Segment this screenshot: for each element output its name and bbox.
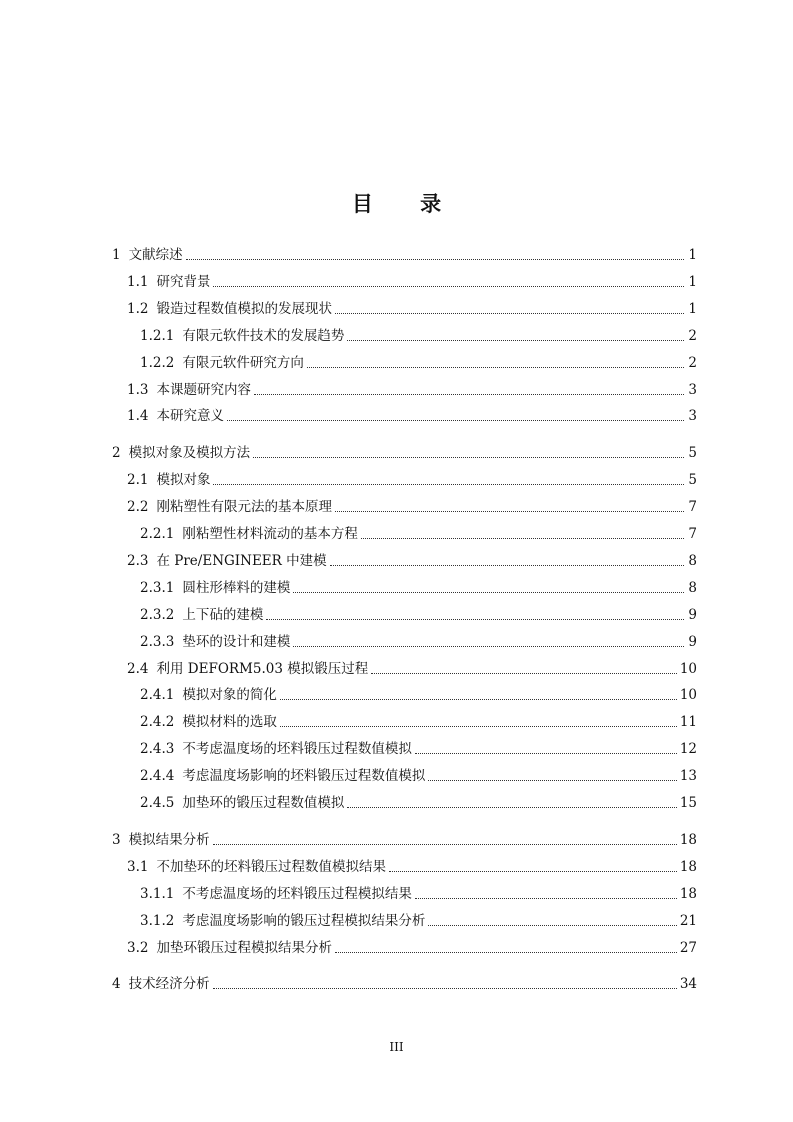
toc-entry-page: 5 [688, 472, 697, 489]
toc-leader-dots [293, 645, 684, 647]
toc-entry-title: 刚粘塑性材料流动的基本方程 [182, 526, 358, 542]
toc-entry-number: 2.3.1 [140, 579, 175, 596]
toc-entry-number: 2.4.1 [140, 687, 175, 704]
toc-entry-title: 利用 DEFORM5.03 模拟锻压过程 [156, 660, 369, 677]
toc-entry-page: 18 [679, 831, 697, 848]
toc-leader-dots [428, 924, 676, 926]
toc-entry-page: 11 [679, 714, 697, 731]
toc-leader-dots [389, 870, 677, 872]
toc-entry [140, 880, 697, 904]
toc-entry-number: 2.3 [127, 552, 149, 569]
toc-entry-number: 1.2 [127, 300, 149, 317]
toc-entry-page: 8 [688, 552, 697, 569]
toc-entry [127, 295, 697, 319]
toc-entry [127, 493, 697, 517]
toc-entry-page: 5 [688, 445, 697, 462]
toc-entry-number: 1 [112, 247, 121, 263]
toc-leader-dots [335, 312, 684, 314]
toc-leader-dots [213, 483, 684, 485]
toc-entry-page: 8 [688, 579, 697, 596]
toc-entry-title: 模拟对象的简化 [182, 687, 277, 704]
toc-entry-title: 技术经济分析 [128, 976, 210, 993]
toc-entry-title: 在 Pre/ENGINEER 中建模 [156, 552, 327, 569]
toc-entry-page: 7 [688, 526, 697, 542]
toc-entry-number: 2 [112, 445, 121, 462]
toc-entry-title: 本课题研究内容 [156, 381, 251, 398]
toc-leader-dots [415, 752, 677, 754]
toc-entry-number: 2.4.4 [140, 768, 175, 785]
toc-entry [140, 601, 697, 625]
toc-entry [112, 241, 697, 265]
toc-entry [112, 826, 697, 850]
toc-entry [127, 853, 697, 877]
toc-leader-dots [254, 393, 684, 395]
toc-leader-dots [415, 897, 677, 899]
toc-leader-dots [347, 339, 684, 341]
toc-entry-page: 1 [688, 273, 697, 290]
toc-entry-page: 7 [688, 499, 697, 516]
toc-entry-number: 2.4.5 [140, 795, 175, 811]
toc-leader-dots [330, 564, 684, 566]
toc-entry-title: 锻造过程数值模拟的发展现状 [156, 300, 332, 317]
toc-entry [127, 547, 697, 571]
page-number-footer: III [389, 1040, 404, 1054]
toc-entry [127, 934, 697, 958]
toc-entry-title: 有限元软件研究方向 [182, 354, 304, 371]
toc-entry-number: 2.2.1 [140, 526, 175, 542]
toc-entry-title: 垫环的设计和建模 [182, 633, 291, 650]
toc-entry [140, 789, 697, 813]
toc-entry-title: 圆柱形棒料的建模 [182, 579, 291, 596]
toc-entry [140, 322, 697, 346]
toc-entry-page: 9 [688, 633, 697, 650]
toc-leader-dots [280, 725, 677, 727]
toc-entry [140, 708, 697, 732]
toc-entry-title: 不加垫环的坯料锻压过程数值模拟结果 [156, 858, 386, 875]
toc-entry-number: 3.1.2 [140, 912, 175, 929]
toc-entry-title: 模拟材料的选取 [182, 714, 277, 731]
toc-leader-dots [335, 951, 677, 953]
toc-entry-title: 研究背景 [156, 273, 211, 290]
toc-entry [112, 439, 697, 463]
toc-entry-number: 2.1 [127, 472, 149, 489]
toc-entry-page: 13 [679, 768, 697, 785]
toc-entry-title: 模拟结果分析 [128, 831, 210, 848]
toc-entry [140, 628, 697, 652]
toc-entry [127, 466, 697, 490]
toc-entry-number: 1.2.2 [140, 354, 175, 371]
toc-entry-page: 3 [688, 381, 697, 398]
toc-leader-dots [213, 987, 677, 989]
toc-entry-page: 9 [688, 606, 697, 623]
toc-entry-title: 有限元软件技术的发展趋势 [182, 327, 345, 344]
toc-entry-title: 模拟对象 [156, 472, 211, 489]
toc-entry [140, 520, 697, 544]
toc-entry-page: 2 [688, 354, 697, 371]
toc-entry-title: 加垫环锻压过程模拟结果分析 [156, 939, 332, 956]
toc-entry [140, 735, 697, 759]
toc-entry-title: 考虑温度场影响的坯料锻压过程数值模拟 [182, 768, 426, 785]
toc-entry-page: 10 [679, 660, 697, 677]
toc-entry-title: 文献综述 [128, 247, 183, 263]
toc-leader-dots [335, 510, 684, 512]
toc-entry [140, 681, 697, 705]
toc-entry-page: 1 [688, 300, 697, 317]
toc-entry-page: 12 [679, 741, 697, 758]
toc-entry-page: 18 [679, 858, 697, 875]
toc-entry-number: 3.1 [127, 858, 149, 875]
toc-entry-title: 不考虑温度场的坯料锻压过程数值模拟 [182, 741, 412, 758]
toc-entry-number: 2.2 [127, 499, 149, 516]
toc-entry-number: 2.4 [127, 660, 149, 677]
toc-entry-page: 3 [688, 408, 697, 425]
toc-entry-title: 本研究意义 [156, 408, 224, 425]
toc-entry-title: 上下砧的建模 [182, 606, 264, 623]
toc-entry-number: 3.1.1 [140, 885, 175, 902]
toc-entry-title: 考虑温度场影响的锻压过程模拟结果分析 [182, 912, 426, 929]
toc-entry-page: 27 [679, 939, 697, 956]
toc-entry [140, 574, 697, 598]
toc-entry-number: 4 [112, 976, 121, 993]
toc-leader-dots [347, 806, 676, 808]
toc-entry [140, 762, 697, 786]
toc-entry-number: 3 [112, 831, 121, 848]
toc-entry-page: 21 [679, 912, 697, 929]
toc-entry-title: 加垫环的锻压过程数值模拟 [182, 795, 345, 811]
toc-entry-number: 2.4.2 [140, 714, 175, 731]
toc-entry-number: 2.4.3 [140, 741, 175, 758]
toc-leader-dots [227, 419, 684, 421]
toc-entry-page: 1 [688, 247, 697, 263]
toc-entry-number: 1.3 [127, 381, 149, 398]
toc-entry-number: 1.4 [127, 408, 149, 425]
toc-entry-number: 1.1 [127, 273, 149, 290]
toc-entry [140, 907, 697, 931]
toc-leader-dots [371, 672, 677, 674]
toc-entry-title: 模拟对象及模拟方法 [128, 445, 251, 462]
toc-leader-dots [213, 843, 677, 845]
toc-leader-dots [293, 591, 684, 593]
toc-entry [140, 349, 697, 373]
toc-leader-dots [213, 285, 684, 287]
toc-entry [127, 376, 697, 400]
toc-entry-number: 3.2 [127, 939, 149, 956]
toc-leader-dots [253, 456, 684, 458]
toc-entry-number: 1.2.1 [140, 327, 175, 344]
toc-entry [127, 402, 697, 426]
toc-entry [112, 970, 697, 994]
toc-entry-number: 2.3.3 [140, 633, 175, 650]
toc-leader-dots [428, 779, 676, 781]
toc-entry-title: 刚粘塑性有限元法的基本原理 [156, 499, 332, 516]
toc-leader-dots [307, 366, 684, 368]
toc-leader-dots [280, 698, 677, 700]
toc-entry-title: 不考虑温度场的坯料锻压过程模拟结果 [182, 885, 412, 902]
toc-entry-number: 2.3.2 [140, 606, 175, 623]
toc-leader-dots [186, 258, 684, 260]
toc-leader-dots [361, 537, 684, 539]
toc-entry-page: 34 [679, 976, 697, 993]
toc-entry-page: 2 [688, 327, 697, 344]
toc-entry-page: 10 [679, 687, 697, 704]
page-title: 目 录 [351, 191, 462, 216]
toc-entry-page: 15 [679, 795, 697, 811]
toc-entry-page: 18 [679, 885, 697, 902]
toc-entry [127, 655, 697, 679]
toc-leader-dots [266, 618, 684, 620]
toc-entry [127, 268, 697, 292]
